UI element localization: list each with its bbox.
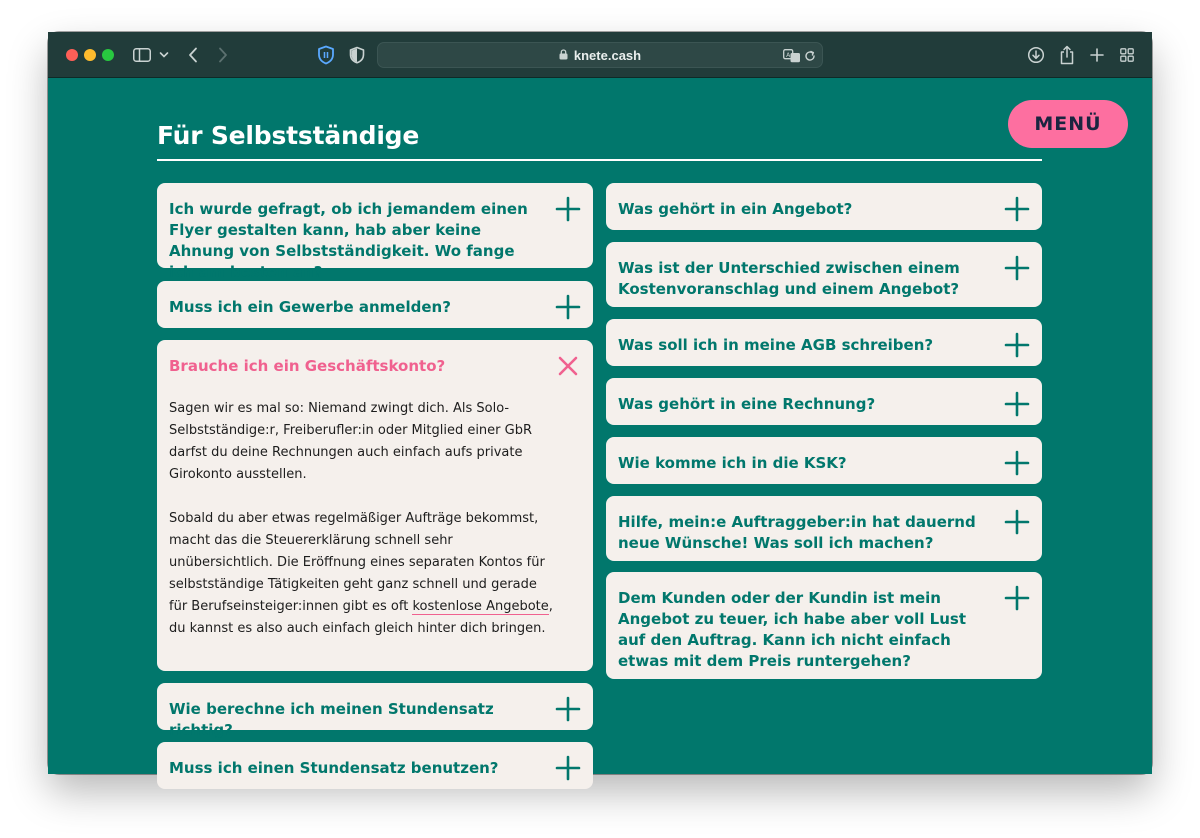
plus-icon[interactable] [1004,391,1030,417]
address-bar[interactable] [377,42,823,68]
svg-text:A: A [786,51,791,59]
plus-icon[interactable] [1004,255,1030,281]
faq-item[interactable] [606,437,1042,484]
faq-question: Brauche ich ein Geschäftskonto? [169,357,446,375]
plus-icon[interactable] [1004,585,1030,611]
faq-question: Muss ich einen Stundensatz benutzen? [169,759,499,777]
answer-text: Sobald du aber etwas regelmäßiger Aufträge bekommst, macht das die Steuererklärung schnell sehr unübersichtlich. Die Eröffnung eines separaten Kontos für selbstständige Tätigkeiten geht ganz schnell und gerade für Berufseinsteiger:innen gibt es oft [169,511,545,614]
faq-question: Was soll ich in meine AGB schreiben? [618,336,934,354]
faq-question: Dem Kunden oder der Kundin ist mein Angebot zu teuer, ich habe aber voll Lust auf den Auftrag. Kann ich nicht einfach etwas mit dem Preis runtergehen? [618,589,967,670]
faq-question: Muss ich ein Gewerbe anmelden? [169,298,451,316]
page-title: Für Selbstständige [157,121,420,150]
tab-overview-icon[interactable] [1118,44,1136,66]
browser-window [48,32,1152,777]
sidebar-icon[interactable] [132,44,152,66]
faq-question: Was ist der Unterschied zwischen einem Kostenvoranschlag und einem Angebot? [618,259,960,298]
close-window-button[interactable] [66,49,78,61]
faq-item[interactable] [606,183,1042,230]
reload-icon[interactable] [803,45,817,67]
answer-paragraph [169,508,553,640]
faq-item[interactable] [157,742,593,789]
faq-question: Wie berechne ich meinen Stundensatz richtig? [169,700,494,739]
shield-icon[interactable] [316,44,336,66]
share-icon[interactable] [1058,44,1076,66]
faq-question: Ich wurde gefragt, ob ich jemandem einen Flyer gestalten kann, hab aber keine Ahnung von Selbstständigkeit. Wo fange ich am besten an? [169,200,528,281]
faq-answer [169,398,553,662]
browser-toolbar [48,32,1152,78]
plus-icon[interactable] [1004,509,1030,535]
title-divider [157,159,1042,161]
faq-item[interactable] [606,572,1042,679]
faq-item[interactable] [157,183,593,281]
faq-item[interactable] [606,378,1042,425]
faq-item[interactable] [606,242,1042,307]
download-icon[interactable] [1026,44,1046,66]
privacy-icon[interactable] [348,44,366,66]
answer-paragraph: Sagen wir es mal so: Niemand zwingt dich. Als Solo-Selbstständige:r, Freiberufler:in oder Mitglied einer GbR darfst du deine Rechnungen auch einfach aufs private Girokonto ausstellen. [169,401,533,482]
faq-question: Hilfe, mein:e Auftraggeber:in hat dauernd neue Wünsche! Was soll ich machen? [618,513,976,552]
url-display[interactable] [378,43,822,67]
url-text: knete.cash [573,47,642,63]
faq-item[interactable] [157,281,593,328]
free-offers-link[interactable]: kostenlose Angebote [412,599,549,614]
minimize-window-button[interactable] [84,49,96,61]
faq-item[interactable] [157,683,593,739]
new-tab-icon[interactable] [1088,44,1106,66]
plus-icon[interactable] [1004,196,1030,222]
lock-icon [559,48,568,63]
page-content [48,78,1152,777]
close-icon[interactable] [555,353,581,379]
translate-icon[interactable] [783,45,801,67]
plus-icon[interactable] [555,294,581,320]
answer-text: , du kannst es also auch einfach gleich hinter dich bringen. [169,599,553,636]
faq-item[interactable] [606,496,1042,561]
back-icon[interactable] [186,44,200,66]
faq-question: Was gehört in eine Rechnung? [618,395,876,413]
faq-item[interactable] [606,319,1042,366]
plus-icon[interactable] [555,696,581,722]
plus-icon[interactable] [555,755,581,781]
plus-icon[interactable] [555,196,581,222]
forward-icon[interactable] [216,44,230,66]
chevron-down-icon[interactable] [158,44,170,66]
menu-button[interactable]: MENÜ [1008,100,1128,148]
faq-item-open[interactable] [157,340,593,671]
zoom-window-button[interactable] [102,49,114,61]
faq-question: Was gehört in ein Angebot? [618,200,853,218]
plus-icon[interactable] [1004,450,1030,476]
svg-text:II: II [323,51,329,60]
plus-icon[interactable] [1004,332,1030,358]
faq-question: Wie komme ich in die KSK? [618,454,847,472]
